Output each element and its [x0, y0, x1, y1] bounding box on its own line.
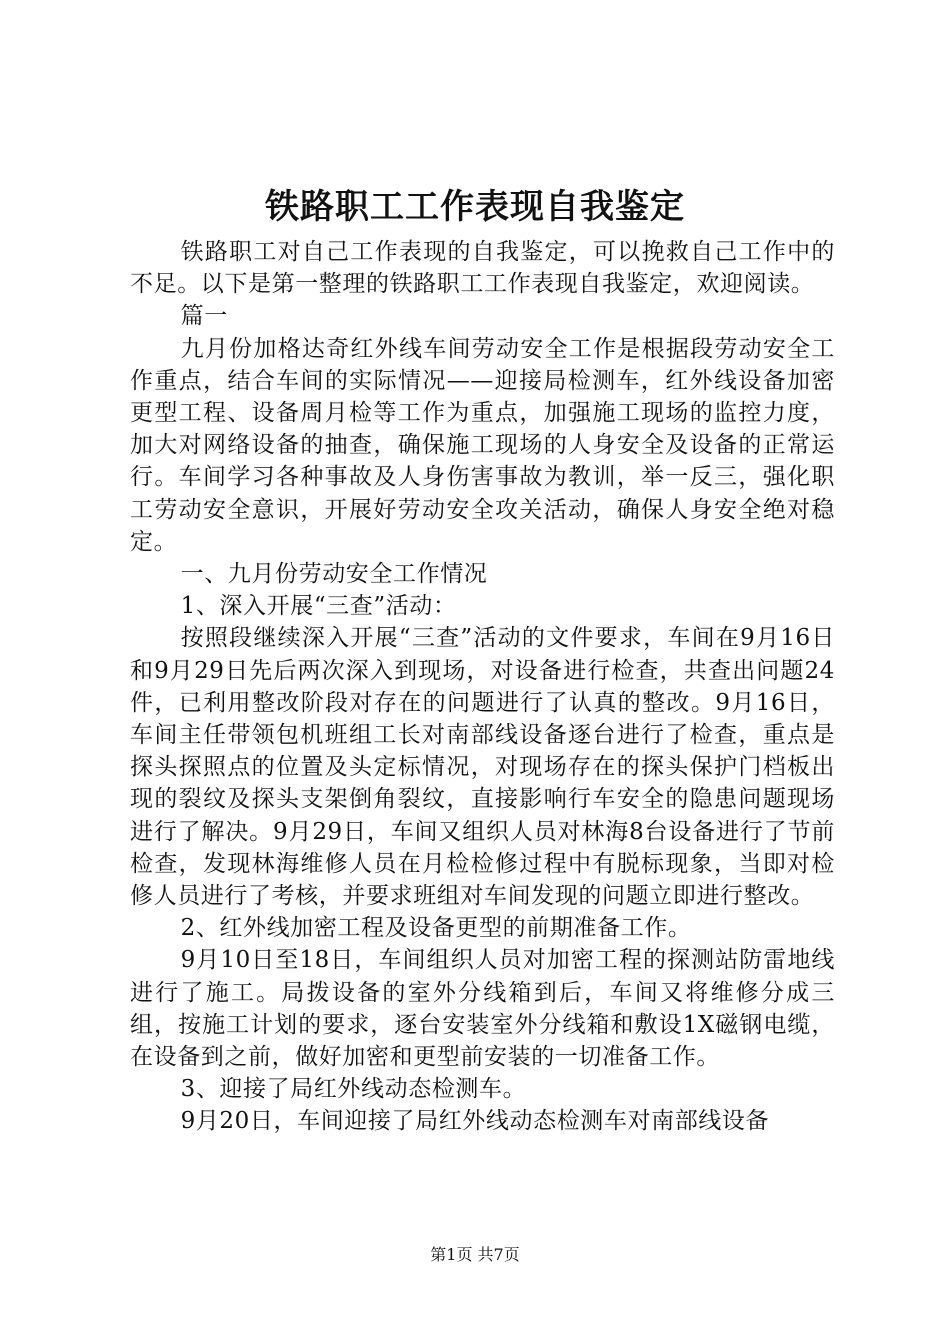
document-title: 铁路职工工作表现自我鉴定 [265, 187, 685, 227]
page-number-footer: 第1页 共7页 [430, 1245, 520, 1264]
section-heading: 一、九月份劳动安全工作情况 [180, 561, 488, 588]
intro-paragraph: 铁路职工对自己工作表现的自我鉴定，可以挽救自己工作中的不足。以下是第一整理的铁路职工工作表现自我鉴定，欢迎阅读。 [130, 239, 835, 298]
body-paragraph: 九月份加格达奇红外线车间劳动安全工作是根据段劳动安全工作重点，结合车间的实际情况——迎接局检测车，红外线设备加密更型工程、设备周月检等工作为重点，加强施工现场的监控力度，加大对网络设备的抽查，确保施工现场的人身安全及设备的正常运行。车间学习各种事故及人身伤害事故为教训，举一反三，强化职工劳动安全意识，开展好劳动安全攻关活动，确保人身安全绝对稳定。 [130, 335, 835, 555]
subsection-heading: 1、深入开展“三查”活动： [180, 593, 457, 620]
section-label: 篇一 [180, 303, 228, 330]
body-paragraph: 9月20日，车间迎接了局红外线动态检测车对南部线设备 [180, 1108, 770, 1135]
document-body [130, 236, 835, 1138]
body-paragraph: 按照段继续深入开展“三查”活动的文件要求，车间在9月16日和9月29日先后两次深入到现场，对设备进行检查，共查出问题24件，已利用整改阶段对存在的问题进行了认真的整改。9月16日，车间主任带领包机班组工长对南部线设备逐台进行了检查，重点是探头探照点的位置及头定标情况，对现场存在的探头保护门档板出现的裂纹及探头支架倒角裂纹，直接影响行车安全的隐患问题现场进行了解决。9月29日，车间又组织人员对林海8台设备进行了节前检查，发现林海维修人员在月检检修过程中有脱标现象，当即对检修人员进行了考核，并要求班组对车间发现的问题立即进行整改。 [130, 625, 835, 910]
body-paragraph: 9月10日至18日，车间组织人员对加密工程的探测站防雷地线进行了施工。局拨设备的室外分线箱到后，车间又将维修分成三组，按施工计划的要求，逐台安装室外分线箱和敷设1X磁钢电缆，在设备到之前，做好加密和更型前安装的一切准备工作。 [130, 947, 835, 1071]
subsection-heading: 3、迎接了局红外线动态检测车。 [180, 1076, 527, 1103]
subsection-heading: 2、红外线加密工程及设备更型的前期准备工作。 [180, 915, 692, 942]
